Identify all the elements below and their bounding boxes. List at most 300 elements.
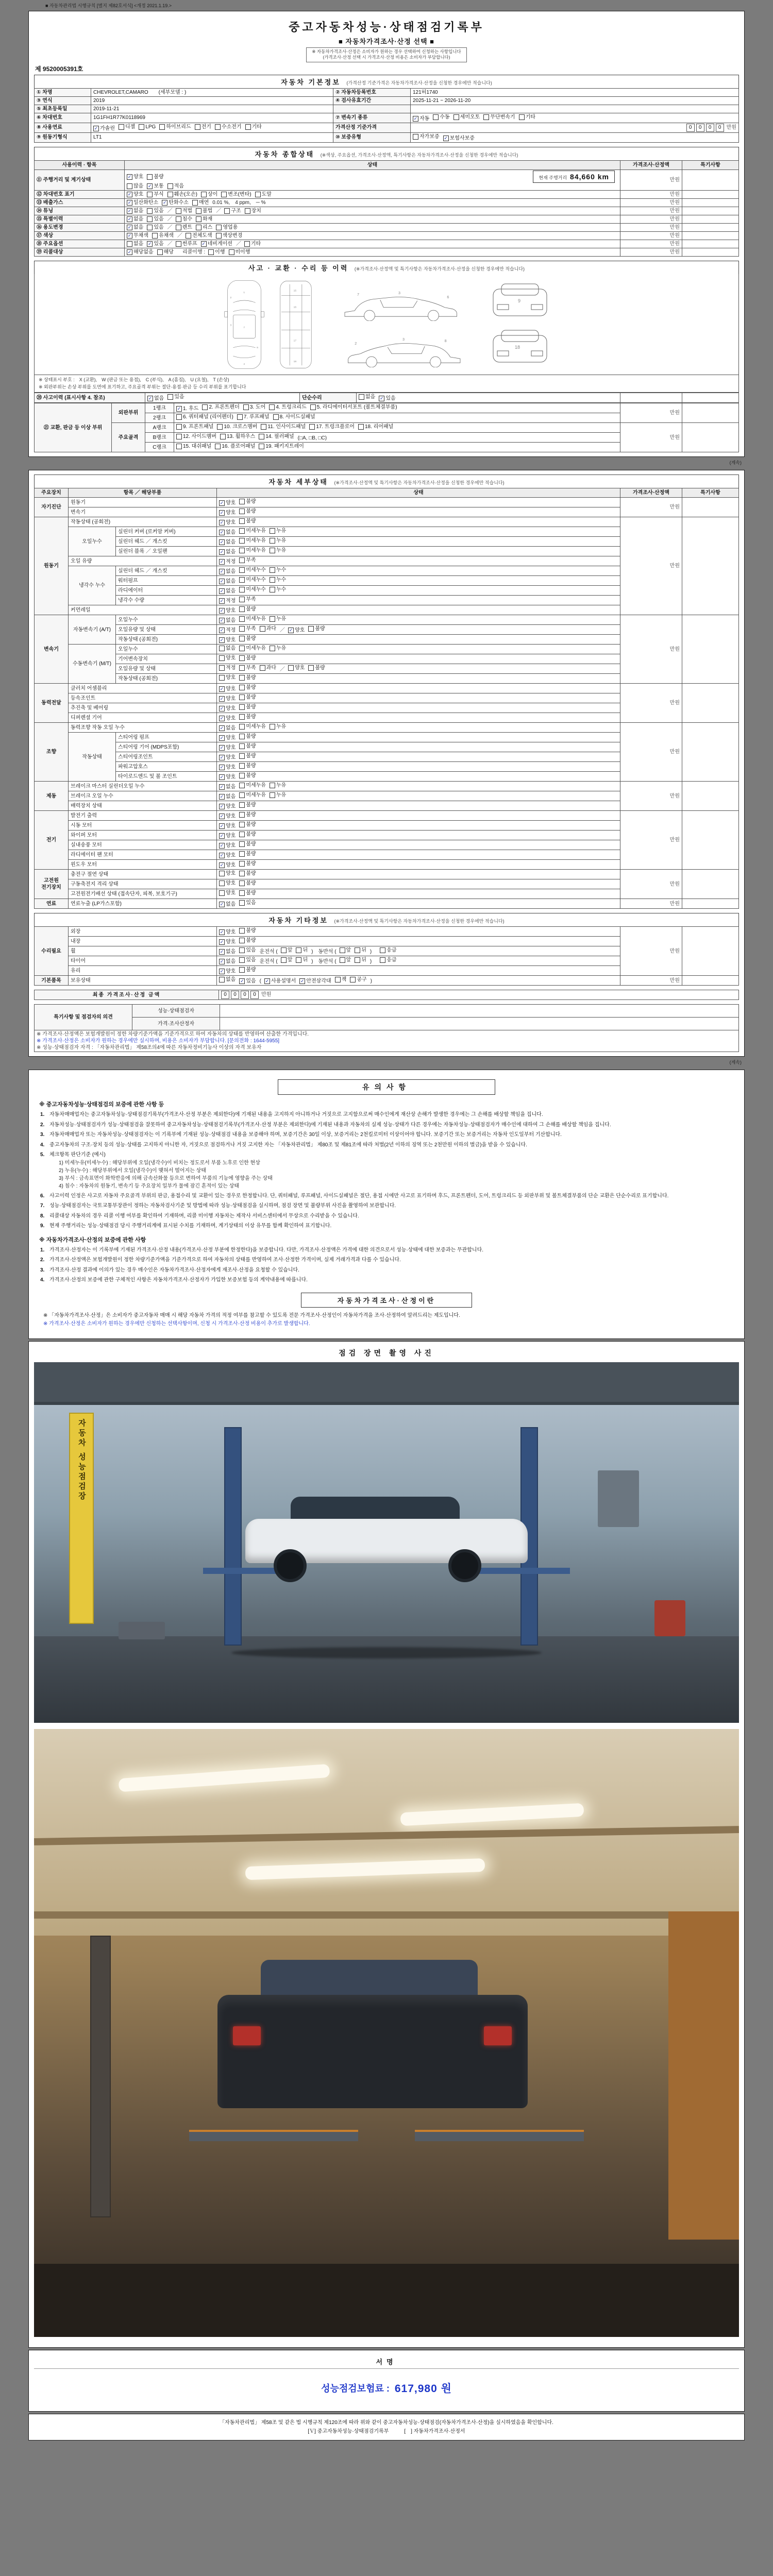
checkbox-option[interactable] <box>483 114 515 121</box>
checkbox-unchecked[interactable] <box>176 434 182 439</box>
checkbox-checked[interactable]: ✓ <box>220 745 224 751</box>
checkbox-option[interactable] <box>239 890 256 896</box>
checkbox-option[interactable] <box>288 665 305 671</box>
checkbox-option[interactable] <box>340 947 351 954</box>
checkbox-unchecked[interactable] <box>270 538 275 544</box>
checkbox-checked[interactable]: ✓ <box>220 696 224 702</box>
checkbox-option[interactable] <box>239 841 256 848</box>
checkbox-checked[interactable]: ✓ <box>127 208 132 214</box>
checkbox-unchecked[interactable] <box>219 665 225 671</box>
checkbox-unchecked[interactable] <box>239 646 245 651</box>
checkbox-option[interactable] <box>239 508 256 515</box>
checkbox-checked[interactable]: ✓ <box>220 608 224 614</box>
checkbox-option[interactable] <box>239 635 256 642</box>
checkbox-checked[interactable]: ✓ <box>148 183 152 189</box>
checkbox-unchecked[interactable] <box>239 587 245 592</box>
checkbox-checked[interactable]: ✓ <box>220 686 224 692</box>
checkbox-option[interactable] <box>219 705 236 712</box>
checkbox-option[interactable] <box>147 216 163 223</box>
checkbox-option[interactable] <box>216 224 238 231</box>
checkbox-checked[interactable]: ✓ <box>220 725 224 731</box>
checkbox-option[interactable] <box>273 414 315 420</box>
checkbox-unchecked[interactable] <box>239 753 245 759</box>
checkbox-checked[interactable]: ✓ <box>220 765 224 770</box>
checkbox-option[interactable] <box>239 772 256 779</box>
checkbox-unchecked[interactable] <box>413 134 418 140</box>
checkbox-option[interactable] <box>270 586 286 593</box>
checkbox-option[interactable] <box>239 586 266 593</box>
checkbox-checked[interactable]: ✓ <box>380 396 384 401</box>
checkbox-unchecked[interactable] <box>245 124 251 130</box>
checkbox-option[interactable] <box>239 723 266 730</box>
checkbox-option[interactable] <box>239 900 256 906</box>
checkbox-checked[interactable]: ✓ <box>220 618 224 623</box>
checkbox-unchecked[interactable] <box>167 183 173 189</box>
checkbox-option[interactable] <box>261 423 306 430</box>
checkbox-unchecked[interactable] <box>308 665 314 671</box>
checkbox-option[interactable] <box>259 443 304 450</box>
checkbox-option[interactable] <box>147 191 163 198</box>
checkbox-option[interactable] <box>147 183 163 190</box>
checkbox-option[interactable] <box>219 645 236 652</box>
checkbox-option[interactable] <box>239 518 256 524</box>
checkbox-option[interactable] <box>127 191 143 198</box>
checkbox-option[interactable] <box>310 404 397 411</box>
checkbox-option[interactable] <box>270 723 286 730</box>
checkbox-option[interactable] <box>229 249 250 256</box>
checkbox-option[interactable] <box>260 665 276 671</box>
checkbox-unchecked[interactable] <box>245 208 250 214</box>
checkbox-unchecked[interactable] <box>270 528 275 534</box>
checkbox-option[interactable] <box>219 784 236 790</box>
checkbox-unchecked[interactable] <box>152 233 158 239</box>
checkbox-checked[interactable]: ✓ <box>220 853 224 858</box>
checkbox-unchecked[interactable] <box>288 665 294 671</box>
checkbox-option[interactable] <box>219 764 236 771</box>
checkbox-option[interactable] <box>127 241 143 247</box>
checkbox-option[interactable] <box>270 782 286 789</box>
checkbox-option[interactable] <box>192 199 209 206</box>
checkbox-unchecked[interactable] <box>269 404 275 410</box>
checkbox-unchecked[interactable] <box>229 249 234 255</box>
checkbox-option[interactable] <box>239 625 256 632</box>
checkbox-checked[interactable]: ✓ <box>220 579 224 584</box>
checkbox-option[interactable] <box>196 208 212 214</box>
checkbox-option[interactable] <box>219 774 236 781</box>
checkbox-unchecked[interactable] <box>239 528 245 534</box>
checkbox-unchecked[interactable] <box>239 890 245 896</box>
checkbox-option[interactable] <box>176 433 216 440</box>
checkbox-option[interactable] <box>443 135 475 142</box>
checkbox-option[interactable] <box>176 216 192 223</box>
checkbox-unchecked[interactable] <box>196 216 201 222</box>
checkbox-option[interactable] <box>453 114 480 121</box>
checkbox-unchecked[interactable] <box>270 646 275 651</box>
checkbox-option[interactable] <box>147 174 163 180</box>
checkbox-option[interactable] <box>358 423 393 430</box>
checkbox-checked[interactable]: ✓ <box>220 510 224 516</box>
checkbox-option[interactable] <box>239 557 256 564</box>
checkbox-unchecked[interactable] <box>239 567 245 573</box>
checkbox-option[interactable] <box>239 831 256 838</box>
checkbox-option[interactable] <box>245 208 261 214</box>
checkbox-checked[interactable]: ✓ <box>220 843 224 849</box>
checkbox-option[interactable] <box>259 433 294 440</box>
checkbox-checked[interactable]: ✓ <box>220 549 224 555</box>
checkbox-unchecked[interactable] <box>260 665 265 671</box>
checkbox-unchecked[interactable] <box>355 947 360 953</box>
checkbox-checked[interactable]: ✓ <box>127 233 132 239</box>
checkbox-unchecked[interactable] <box>239 812 245 818</box>
checkbox-unchecked[interactable] <box>281 947 287 953</box>
checkbox-unchecked[interactable] <box>261 424 266 430</box>
checkbox-option[interactable] <box>270 528 286 534</box>
checkbox-option[interactable] <box>308 625 325 632</box>
checkbox-option[interactable] <box>219 833 236 839</box>
checkbox-option[interactable] <box>380 947 396 954</box>
checkbox-unchecked[interactable] <box>219 646 225 651</box>
checkbox-checked[interactable]: ✓ <box>220 716 224 721</box>
checkbox-unchecked[interactable] <box>239 822 245 827</box>
checkbox-option[interactable] <box>215 124 242 130</box>
checkbox-unchecked[interactable] <box>202 404 208 410</box>
checkbox-unchecked[interactable] <box>335 977 341 982</box>
checkbox-option[interactable] <box>208 249 225 256</box>
checkbox-option[interactable] <box>270 537 286 544</box>
checkbox-unchecked[interactable] <box>239 557 245 563</box>
checkbox-option[interactable] <box>147 208 163 214</box>
checkbox-option[interactable] <box>309 423 355 430</box>
checkbox-option[interactable] <box>195 124 211 130</box>
checkbox-option[interactable] <box>176 423 213 430</box>
checkbox-option[interactable] <box>219 519 236 526</box>
checkbox-unchecked[interactable] <box>270 577 275 583</box>
checkbox-unchecked[interactable] <box>176 225 181 230</box>
checkbox-option[interactable] <box>167 394 184 400</box>
checkbox-unchecked[interactable] <box>270 587 275 592</box>
checkbox-unchecked[interactable] <box>127 183 132 189</box>
checkbox-checked[interactable]: ✓ <box>220 755 224 760</box>
checkbox-checked[interactable]: ✓ <box>220 539 224 545</box>
checkbox-unchecked[interactable] <box>239 773 245 778</box>
checkbox-checked[interactable]: ✓ <box>220 823 224 829</box>
checkbox-unchecked[interactable] <box>270 783 275 788</box>
checkbox-option[interactable] <box>239 655 256 662</box>
checkbox-option[interactable] <box>239 645 266 652</box>
checkbox-option[interactable] <box>270 645 286 652</box>
checkbox-checked[interactable]: ✓ <box>220 959 224 964</box>
checkbox-option[interactable] <box>127 183 143 190</box>
checkbox-option[interactable] <box>219 939 236 945</box>
checkbox-option[interactable] <box>380 957 396 963</box>
checkbox-option[interactable] <box>239 792 266 799</box>
checkbox-unchecked[interactable] <box>147 216 153 222</box>
checkbox-option[interactable] <box>219 607 236 614</box>
checkbox-checked[interactable]: ✓ <box>220 969 224 974</box>
checkbox-unchecked[interactable] <box>176 444 182 449</box>
checkbox-checked[interactable]: ✓ <box>163 200 167 206</box>
checkbox-unchecked[interactable] <box>147 208 153 214</box>
checkbox-option[interactable] <box>219 500 236 506</box>
checkbox-option[interactable] <box>127 174 143 180</box>
checkbox-option[interactable] <box>239 947 256 954</box>
checkbox-checked[interactable]: ✓ <box>265 978 270 984</box>
checkbox-unchecked[interactable] <box>239 655 245 661</box>
checkbox-option[interactable] <box>127 232 148 239</box>
checkbox-option[interactable] <box>239 733 256 740</box>
checkbox-unchecked[interactable] <box>224 208 230 214</box>
checkbox-option[interactable] <box>270 567 286 573</box>
checkbox-unchecked[interactable] <box>433 114 439 120</box>
checkbox-option[interactable] <box>239 851 256 857</box>
checkbox-option[interactable] <box>176 241 197 247</box>
checkbox-option[interactable] <box>159 124 191 130</box>
checkbox-unchecked[interactable] <box>259 434 264 439</box>
checkbox-option[interactable] <box>239 596 256 603</box>
checkbox-option[interactable] <box>239 498 256 505</box>
checkbox-checked[interactable]: ✓ <box>201 241 206 247</box>
checkbox-option[interactable] <box>93 125 115 132</box>
checkbox-checked[interactable]: ✓ <box>220 902 224 907</box>
checkbox-option[interactable] <box>219 578 236 585</box>
checkbox-unchecked[interactable] <box>196 208 201 214</box>
checkbox-option[interactable] <box>264 978 296 985</box>
checkbox-option[interactable] <box>220 433 255 440</box>
checkbox-option[interactable] <box>239 811 256 818</box>
checkbox-unchecked[interactable] <box>157 249 163 255</box>
checkbox-unchecked[interactable] <box>239 694 245 700</box>
checkbox-unchecked[interactable] <box>281 957 287 963</box>
checkbox-unchecked[interactable] <box>239 499 245 504</box>
checkbox-option[interactable] <box>288 627 305 634</box>
checkbox-option[interactable] <box>239 782 266 789</box>
checkbox-unchecked[interactable] <box>219 675 225 681</box>
checkbox-unchecked[interactable] <box>239 675 245 681</box>
checkbox-option[interactable] <box>219 744 236 751</box>
checkbox-unchecked[interactable] <box>239 606 245 612</box>
checkbox-checked[interactable]: ✓ <box>220 814 224 819</box>
checkbox-unchecked[interactable] <box>239 704 245 710</box>
checkbox-unchecked[interactable] <box>127 241 132 247</box>
checkbox-option[interactable] <box>379 395 395 402</box>
checkbox-unchecked[interactable] <box>196 225 201 230</box>
checkbox-option[interactable] <box>219 803 236 810</box>
checkbox-unchecked[interactable] <box>239 871 245 876</box>
checkbox-unchecked[interactable] <box>239 685 245 690</box>
checkbox-option[interactable] <box>219 880 236 887</box>
checkbox-option[interactable] <box>219 890 236 896</box>
checkbox-option[interactable] <box>219 948 236 955</box>
checkbox-option[interactable] <box>219 958 236 965</box>
checkbox-unchecked[interactable] <box>176 241 181 247</box>
checkbox-option[interactable] <box>296 957 308 963</box>
checkbox-option[interactable] <box>219 901 236 908</box>
checkbox-option[interactable] <box>219 627 236 634</box>
checkbox-checked[interactable]: ✓ <box>220 833 224 839</box>
checkbox-option[interactable] <box>239 616 266 622</box>
checkbox-checked[interactable]: ✓ <box>127 216 132 222</box>
checkbox-option[interactable] <box>270 616 286 622</box>
checkbox-unchecked[interactable] <box>239 616 245 622</box>
checkbox-option[interactable] <box>239 606 256 613</box>
checkbox-checked[interactable]: ✓ <box>220 735 224 741</box>
checkbox-option[interactable] <box>219 870 236 877</box>
checkbox-option[interactable] <box>239 937 256 944</box>
checkbox-option[interactable] <box>270 547 286 554</box>
checkbox-option[interactable] <box>239 821 256 828</box>
checkbox-unchecked[interactable] <box>239 851 245 857</box>
checkbox-option[interactable] <box>239 674 256 681</box>
checkbox-option[interactable] <box>219 637 236 643</box>
checkbox-option[interactable] <box>219 558 236 565</box>
checkbox-option[interactable] <box>216 232 243 239</box>
checkbox-option[interactable] <box>152 232 174 239</box>
checkbox-unchecked[interactable] <box>239 957 245 963</box>
checkbox-checked[interactable]: ✓ <box>220 500 224 506</box>
checkbox-unchecked[interactable] <box>244 241 250 247</box>
checkbox-option[interactable] <box>176 405 198 412</box>
checkbox-checked[interactable]: ✓ <box>148 241 152 247</box>
checkbox-unchecked[interactable] <box>270 724 275 730</box>
checkbox-option[interactable] <box>147 241 163 247</box>
checkbox-unchecked[interactable] <box>340 947 345 953</box>
checkbox-option[interactable] <box>239 528 266 534</box>
checkbox-option[interactable] <box>239 743 256 750</box>
checkbox-option[interactable] <box>219 598 236 604</box>
checkbox-option[interactable] <box>260 625 276 632</box>
checkbox-option[interactable] <box>219 823 236 829</box>
checkbox-option[interactable] <box>244 241 261 247</box>
checkbox-option[interactable] <box>127 208 143 214</box>
checkbox-option[interactable] <box>269 404 306 411</box>
checkbox-option[interactable] <box>219 813 236 820</box>
checkbox-unchecked[interactable] <box>176 424 182 430</box>
checkbox-option[interactable] <box>239 967 256 973</box>
checkbox-unchecked[interactable] <box>239 509 245 514</box>
checkbox-option[interactable] <box>239 567 266 573</box>
checkbox-option[interactable] <box>239 860 256 867</box>
checkbox-checked[interactable]: ✓ <box>220 569 224 574</box>
checkbox-option[interactable] <box>239 577 266 583</box>
checkbox-unchecked[interactable] <box>239 967 245 973</box>
checkbox-unchecked[interactable] <box>195 124 200 130</box>
checkbox-unchecked[interactable] <box>310 404 316 410</box>
checkbox-unchecked[interactable] <box>139 124 144 130</box>
checkbox-option[interactable] <box>281 947 293 954</box>
checkbox-option[interactable] <box>215 443 255 450</box>
checkbox-option[interactable] <box>219 852 236 859</box>
checkbox-unchecked[interactable] <box>219 890 225 896</box>
checkbox-option[interactable] <box>186 232 212 239</box>
checkbox-option[interactable] <box>219 929 236 936</box>
checkbox-unchecked[interactable] <box>308 626 314 632</box>
checkbox-option[interactable] <box>219 735 236 741</box>
checkbox-unchecked[interactable] <box>296 957 301 963</box>
checkbox-option[interactable] <box>196 224 212 231</box>
checkbox-option[interactable] <box>239 694 256 701</box>
checkbox-option[interactable] <box>162 199 189 206</box>
checkbox-option[interactable] <box>119 124 135 130</box>
checkbox-unchecked[interactable] <box>270 548 275 553</box>
checkbox-unchecked[interactable] <box>220 434 226 439</box>
checkbox-option[interactable] <box>239 870 256 877</box>
checkbox-checked[interactable]: ✓ <box>127 200 132 206</box>
checkbox-unchecked[interactable] <box>358 424 364 430</box>
checkbox-unchecked[interactable] <box>243 404 249 410</box>
checkbox-option[interactable] <box>239 957 256 963</box>
checkbox-option[interactable] <box>127 249 154 256</box>
checkbox-unchecked[interactable] <box>176 216 181 222</box>
checkbox-unchecked[interactable] <box>350 977 356 982</box>
checkbox-checked[interactable]: ✓ <box>220 804 224 809</box>
checkbox-unchecked[interactable] <box>239 743 245 749</box>
checkbox-option[interactable] <box>239 753 256 759</box>
checkbox-unchecked[interactable] <box>239 792 245 798</box>
checkbox-checked[interactable]: ✓ <box>220 784 224 790</box>
checkbox-option[interactable] <box>176 224 192 231</box>
checkbox-option[interactable] <box>355 947 366 954</box>
checkbox-unchecked[interactable] <box>239 538 245 544</box>
checkbox-option[interactable] <box>281 957 293 963</box>
checkbox-checked[interactable]: ✓ <box>220 794 224 800</box>
checkbox-option[interactable] <box>219 510 236 516</box>
checkbox-unchecked[interactable] <box>215 124 221 130</box>
checkbox-unchecked[interactable] <box>219 977 225 982</box>
checkbox-unchecked[interactable] <box>176 208 181 214</box>
checkbox-option[interactable] <box>201 241 232 247</box>
checkbox-checked[interactable]: ✓ <box>220 939 224 945</box>
checkbox-option[interactable] <box>219 686 236 692</box>
checkbox-option[interactable] <box>308 665 325 671</box>
checkbox-unchecked[interactable] <box>216 233 222 239</box>
checkbox-option[interactable] <box>202 404 239 411</box>
checkbox-option[interactable] <box>147 395 164 402</box>
checkbox-unchecked[interactable] <box>239 734 245 739</box>
checkbox-unchecked[interactable] <box>270 792 275 798</box>
checkbox-unchecked[interactable] <box>239 832 245 837</box>
checkbox-unchecked[interactable] <box>119 124 124 130</box>
checkbox-option[interactable] <box>219 968 236 975</box>
checkbox-unchecked[interactable] <box>239 597 245 602</box>
checkbox-option[interactable] <box>167 183 184 190</box>
checkbox-option[interactable] <box>219 529 236 536</box>
checkbox-unchecked[interactable] <box>219 871 225 876</box>
checkbox-checked[interactable]: ✓ <box>148 396 153 401</box>
checkbox-option[interactable] <box>359 394 375 400</box>
checkbox-checked[interactable]: ✓ <box>220 588 224 594</box>
checkbox-option[interactable] <box>239 704 256 710</box>
checkbox-unchecked[interactable] <box>239 626 245 632</box>
checkbox-option[interactable] <box>167 191 197 198</box>
checkbox-checked[interactable]: ✓ <box>220 862 224 868</box>
checkbox-option[interactable] <box>221 191 251 198</box>
checkbox-option[interactable] <box>219 696 236 702</box>
checkbox-unchecked[interactable] <box>259 444 264 449</box>
checkbox-unchecked[interactable] <box>273 414 279 420</box>
checkbox-checked[interactable]: ✓ <box>127 192 132 197</box>
checkbox-option[interactable] <box>219 725 236 732</box>
checkbox-unchecked[interactable] <box>239 724 245 730</box>
checkbox-option[interactable] <box>239 978 256 985</box>
checkbox-option[interactable] <box>245 124 262 130</box>
checkbox-unchecked[interactable] <box>359 394 364 400</box>
checkbox-checked[interactable]: ✓ <box>220 520 224 526</box>
checkbox-checked[interactable]: ✓ <box>413 115 418 121</box>
checkbox-option[interactable] <box>219 539 236 546</box>
checkbox-unchecked[interactable] <box>215 444 221 449</box>
checkbox-checked[interactable]: ✓ <box>240 978 244 984</box>
checkbox-option[interactable] <box>219 862 236 869</box>
